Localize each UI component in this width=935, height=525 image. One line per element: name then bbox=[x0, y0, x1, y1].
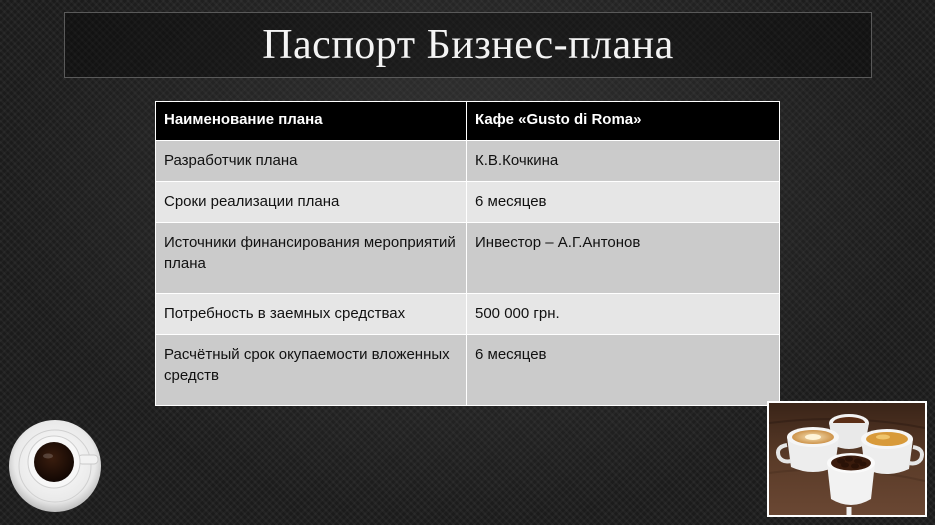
table-cell-label: Сроки реализации плана bbox=[156, 182, 467, 223]
table-row bbox=[156, 182, 780, 223]
table-cell-label: Расчётный срок окупаемости вложенных средств bbox=[156, 335, 467, 406]
table-cell-value: 6 месяцев bbox=[467, 335, 780, 406]
title-box bbox=[64, 12, 872, 78]
slide-title: Паспорт Бизнес-плана bbox=[262, 22, 674, 68]
business-plan-table bbox=[155, 101, 780, 406]
table-row bbox=[156, 141, 780, 182]
table-cell-value: 6 месяцев bbox=[467, 182, 780, 223]
table-cell-label: Разработчик плана bbox=[156, 141, 467, 182]
table-cell-value: 500 000 грн. bbox=[467, 294, 780, 335]
table-header-row bbox=[156, 102, 780, 141]
table-cell-label: Источники финансирования мероприятий плана bbox=[156, 223, 467, 294]
table-row bbox=[156, 335, 780, 406]
table-row bbox=[156, 294, 780, 335]
table-row bbox=[156, 223, 780, 294]
table-cell-value: К.В.Кочкина bbox=[467, 141, 780, 182]
table-header-cell: Кафе «Gusto di Roma» bbox=[467, 102, 780, 141]
coffee-cups-photo bbox=[767, 401, 927, 517]
table-cell-label: Потребность в заемных средствах bbox=[156, 294, 467, 335]
table-header-cell: Наименование плана bbox=[156, 102, 467, 141]
table-cell-value: Инвестор – А.Г.Антонов bbox=[467, 223, 780, 294]
coffee-cup-icon bbox=[8, 419, 102, 513]
